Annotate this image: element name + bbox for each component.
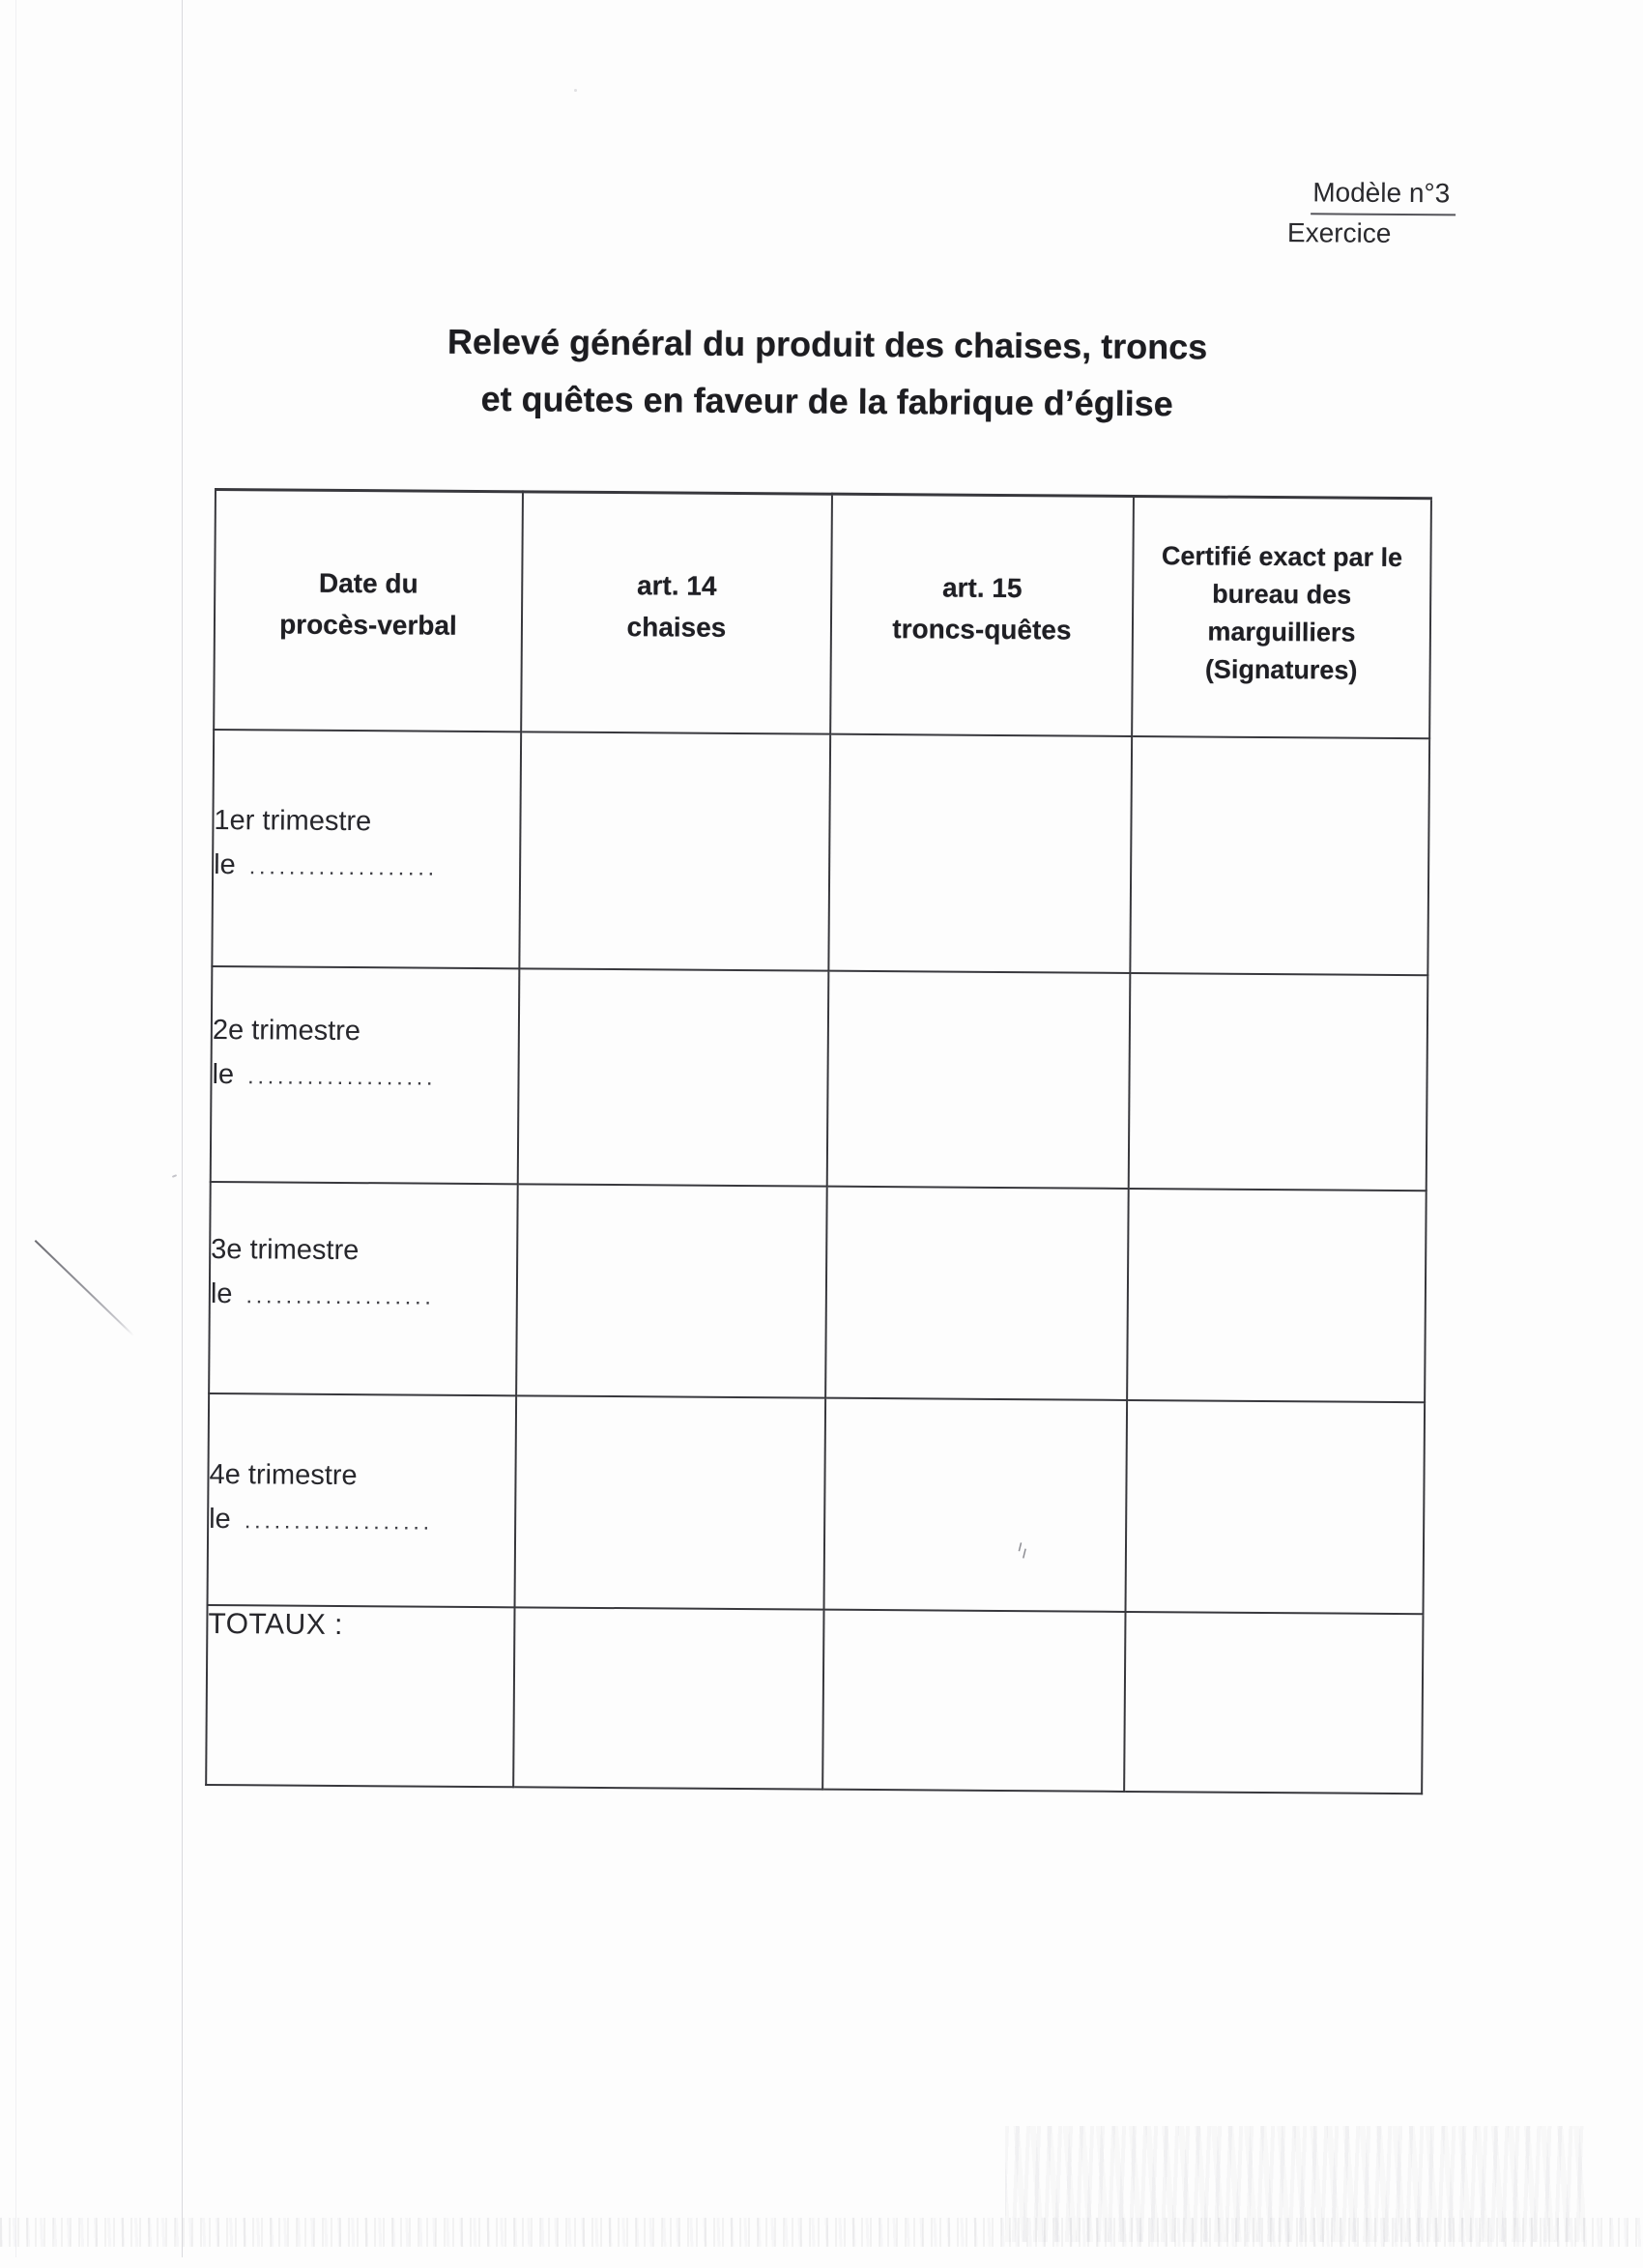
period-label: 3e trimestre	[211, 1233, 360, 1266]
header-chaises-line1: art. 14	[636, 569, 717, 601]
header-chaises-line2: chaises	[626, 611, 727, 643]
header-troncs-line2: troncs-quêtes	[892, 613, 1072, 646]
dotted-leader: ...................	[248, 852, 438, 881]
header-certifie-signatures	[1132, 496, 1431, 737]
cell-chaises-1	[519, 732, 830, 970]
cell-signatures-3	[1127, 1188, 1427, 1401]
header-art14-chaises	[521, 492, 832, 733]
cell-chaises-3	[516, 1184, 827, 1397]
date-line	[212, 1051, 517, 1100]
cell-troncs-1	[828, 733, 1132, 972]
document-title-line1: Relevé général du produit des chaises, troncs	[447, 321, 1208, 367]
row-trimestre-4	[208, 1392, 1426, 1613]
row-trimestre-2	[211, 965, 1428, 1190]
header-date-proces-verbal	[214, 490, 523, 732]
period-label: 4e trimestre	[209, 1458, 358, 1491]
header-art15-troncs-quetes	[830, 494, 1134, 735]
date-line	[209, 1496, 514, 1544]
cell-totaux-label: TOTAUX :	[206, 1604, 514, 1786]
cell-totaux-chaises	[513, 1607, 823, 1789]
document-title-line2: et quêtes en faveur de la fabrique d’église	[480, 379, 1173, 424]
corner-labels	[1287, 174, 1456, 251]
header-date-line1: Date du	[318, 567, 418, 599]
cell-chaises-2	[518, 968, 829, 1186]
cell-signatures-4	[1126, 1399, 1426, 1613]
date-prefix: le	[212, 1058, 235, 1090]
cell-period-4	[208, 1392, 517, 1606]
period-label: 2e trimestre	[212, 1014, 361, 1047]
cell-troncs-4	[824, 1397, 1128, 1611]
document-title	[340, 312, 1313, 433]
cell-signatures-2	[1129, 972, 1428, 1190]
header-certifie-line2: bureau des marguilliers	[1207, 579, 1356, 647]
row-trimestre-3	[209, 1181, 1427, 1401]
dotted-leader: ...................	[247, 1062, 437, 1091]
header-certifie-line1: Certifié exact par le	[1161, 540, 1403, 572]
row-totaux	[206, 1604, 1423, 1793]
releve-table	[205, 488, 1432, 1794]
cell-totaux-signatures	[1124, 1611, 1423, 1793]
date-prefix: le	[214, 848, 236, 880]
header-row	[214, 490, 1431, 738]
header-troncs-line1: art. 15	[941, 572, 1023, 603]
model-number-label: Modèle n°3	[1311, 174, 1456, 215]
row-trimestre-1	[212, 730, 1429, 975]
date-line	[211, 1271, 516, 1319]
header-date-line2: procès-verbal	[279, 609, 457, 641]
date-prefix: le	[210, 1278, 233, 1309]
exercise-label: Exercice	[1286, 217, 1392, 248]
cell-totaux-troncs	[822, 1609, 1125, 1791]
cell-signatures-1	[1130, 735, 1429, 974]
period-label: 1er trimestre	[214, 804, 372, 837]
date-prefix: le	[209, 1503, 231, 1535]
date-line	[214, 843, 519, 891]
dotted-leader: ...................	[245, 1281, 435, 1310]
cell-chaises-4	[515, 1395, 826, 1609]
cell-period-2	[211, 965, 520, 1183]
cell-troncs-2	[827, 970, 1131, 1188]
cell-period-3	[209, 1181, 518, 1394]
cell-period-1	[212, 730, 521, 968]
header-certifie-line3: (Signatures)	[1204, 654, 1358, 685]
cell-troncs-3	[825, 1186, 1129, 1399]
dotted-leader: ...................	[244, 1507, 433, 1536]
